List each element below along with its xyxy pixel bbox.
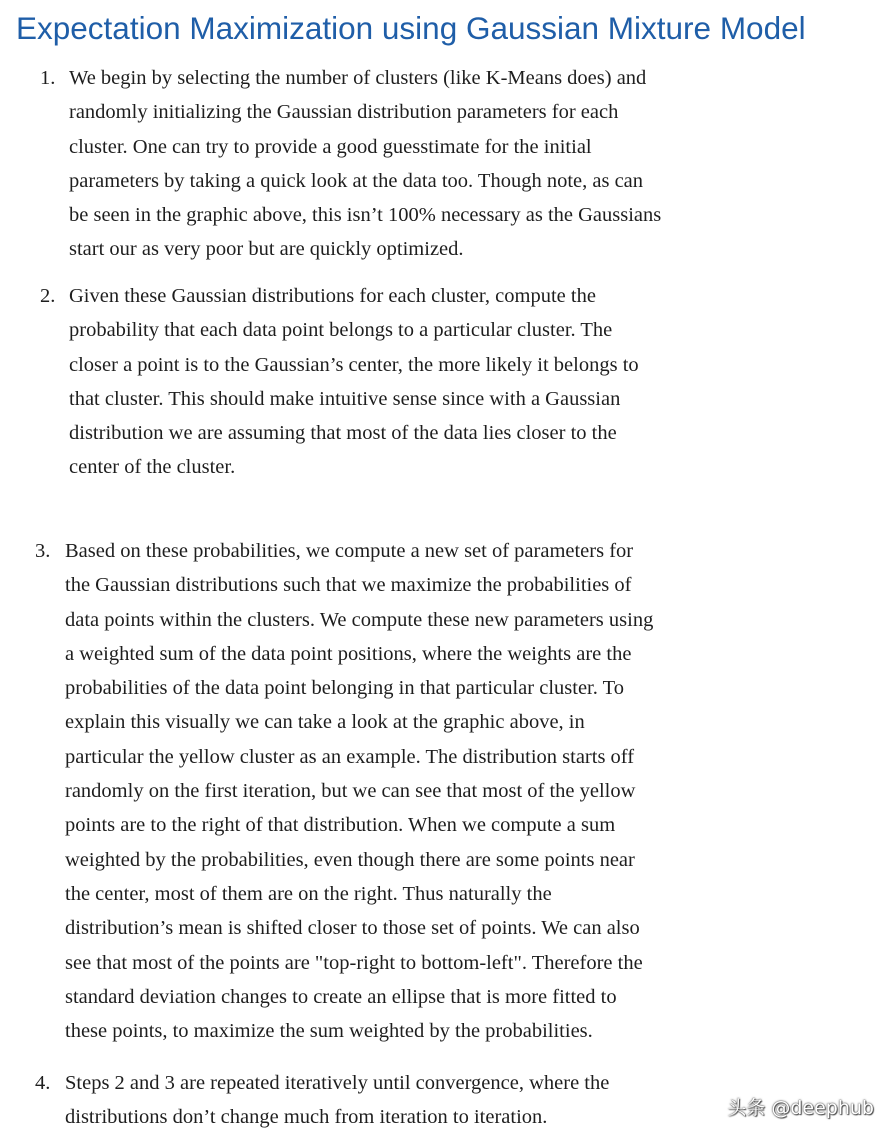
text-line: distribution’s mean is shifted closer to those set of points. We can also bbox=[65, 917, 640, 940]
text-line: distribution we are assuming that most of the data lies closer to the bbox=[69, 422, 617, 445]
text-line: be seen in the graphic above, this isn’t 100% necessary as the Gaussians bbox=[69, 204, 662, 227]
list-item-step-1 bbox=[40, 61, 661, 267]
list-item-step-4 bbox=[35, 1066, 609, 1135]
page-title: Expectation Maximization using Gaussian Mixture Model bbox=[16, 10, 806, 46]
text-line: data points within the clusters. We compute these new parameters using bbox=[65, 608, 654, 631]
list-number: 4. bbox=[35, 1072, 51, 1094]
text-line: randomly initializing the Gaussian distribution parameters for each bbox=[69, 101, 619, 124]
text-line: particular the yellow cluster as an example. The distribution starts off bbox=[65, 745, 635, 768]
text-line: weighted by the probabilities, even though there are some points near bbox=[65, 848, 635, 871]
text-line: these points, to maximize the sum weighted by the probabilities. bbox=[65, 1020, 593, 1043]
text-line: standard deviation changes to create an ellipse that is more fitted to bbox=[65, 985, 617, 1008]
list-item-step-2 bbox=[40, 279, 639, 485]
text-line: closer a point is to the Gaussian’s center, the more likely it belongs to bbox=[69, 353, 639, 376]
list-number: 1. bbox=[40, 67, 56, 89]
text-line: start our as very poor but are quickly optimized. bbox=[69, 238, 464, 261]
step-paragraph bbox=[69, 279, 639, 485]
text-line: probability that each data point belongs to a particular cluster. The bbox=[69, 319, 613, 342]
text-line: the Gaussian distributions such that we maximize the probabilities of bbox=[65, 574, 632, 597]
step-paragraph bbox=[69, 61, 661, 267]
text-line: see that most of the points are "top-right to bottom-left". Therefore the bbox=[65, 951, 643, 974]
text-line: the center, most of them are on the right. Thus naturally the bbox=[65, 882, 552, 905]
text-line: explain this visually we can take a look at the graphic above, in bbox=[65, 711, 585, 734]
text-line: distributions don’t change much from iteration to iteration. bbox=[65, 1106, 548, 1129]
step-paragraph bbox=[65, 1066, 609, 1135]
text-line: Given these Gaussian distributions for each cluster, compute the bbox=[69, 285, 596, 307]
watermark: 头条 @deephub bbox=[727, 1097, 874, 1119]
text-line: that cluster. This should make intuitive sense since with a Gaussian bbox=[69, 387, 621, 410]
text-line: We begin by selecting the number of clusters (like K-Means does) and bbox=[69, 67, 647, 89]
text-line: randomly on the first iteration, but we can see that most of the yellow bbox=[65, 780, 636, 803]
text-line: Based on these probabilities, we compute a new set of parameters for bbox=[65, 540, 634, 562]
text-line: a weighted sum of the data point positions, where the weights are the bbox=[65, 642, 632, 665]
text-line: cluster. One can try to provide a good guesstimate for the initial bbox=[69, 135, 592, 158]
text-line: probabilities of the data point belonging in that particular cluster. To bbox=[65, 677, 624, 700]
text-line: Steps 2 and 3 are repeated iteratively until convergence, where the bbox=[65, 1072, 610, 1094]
list-number: 3. bbox=[35, 540, 51, 562]
text-line: parameters by taking a quick look at the data too. Though note, as can bbox=[69, 169, 644, 192]
list-number: 2. bbox=[40, 285, 56, 307]
list-item-step-3 bbox=[35, 534, 653, 1048]
step-paragraph bbox=[65, 534, 653, 1048]
text-line: points are to the right of that distribution. When we compute a sum bbox=[65, 814, 616, 837]
text-line: center of the cluster. bbox=[69, 456, 236, 479]
